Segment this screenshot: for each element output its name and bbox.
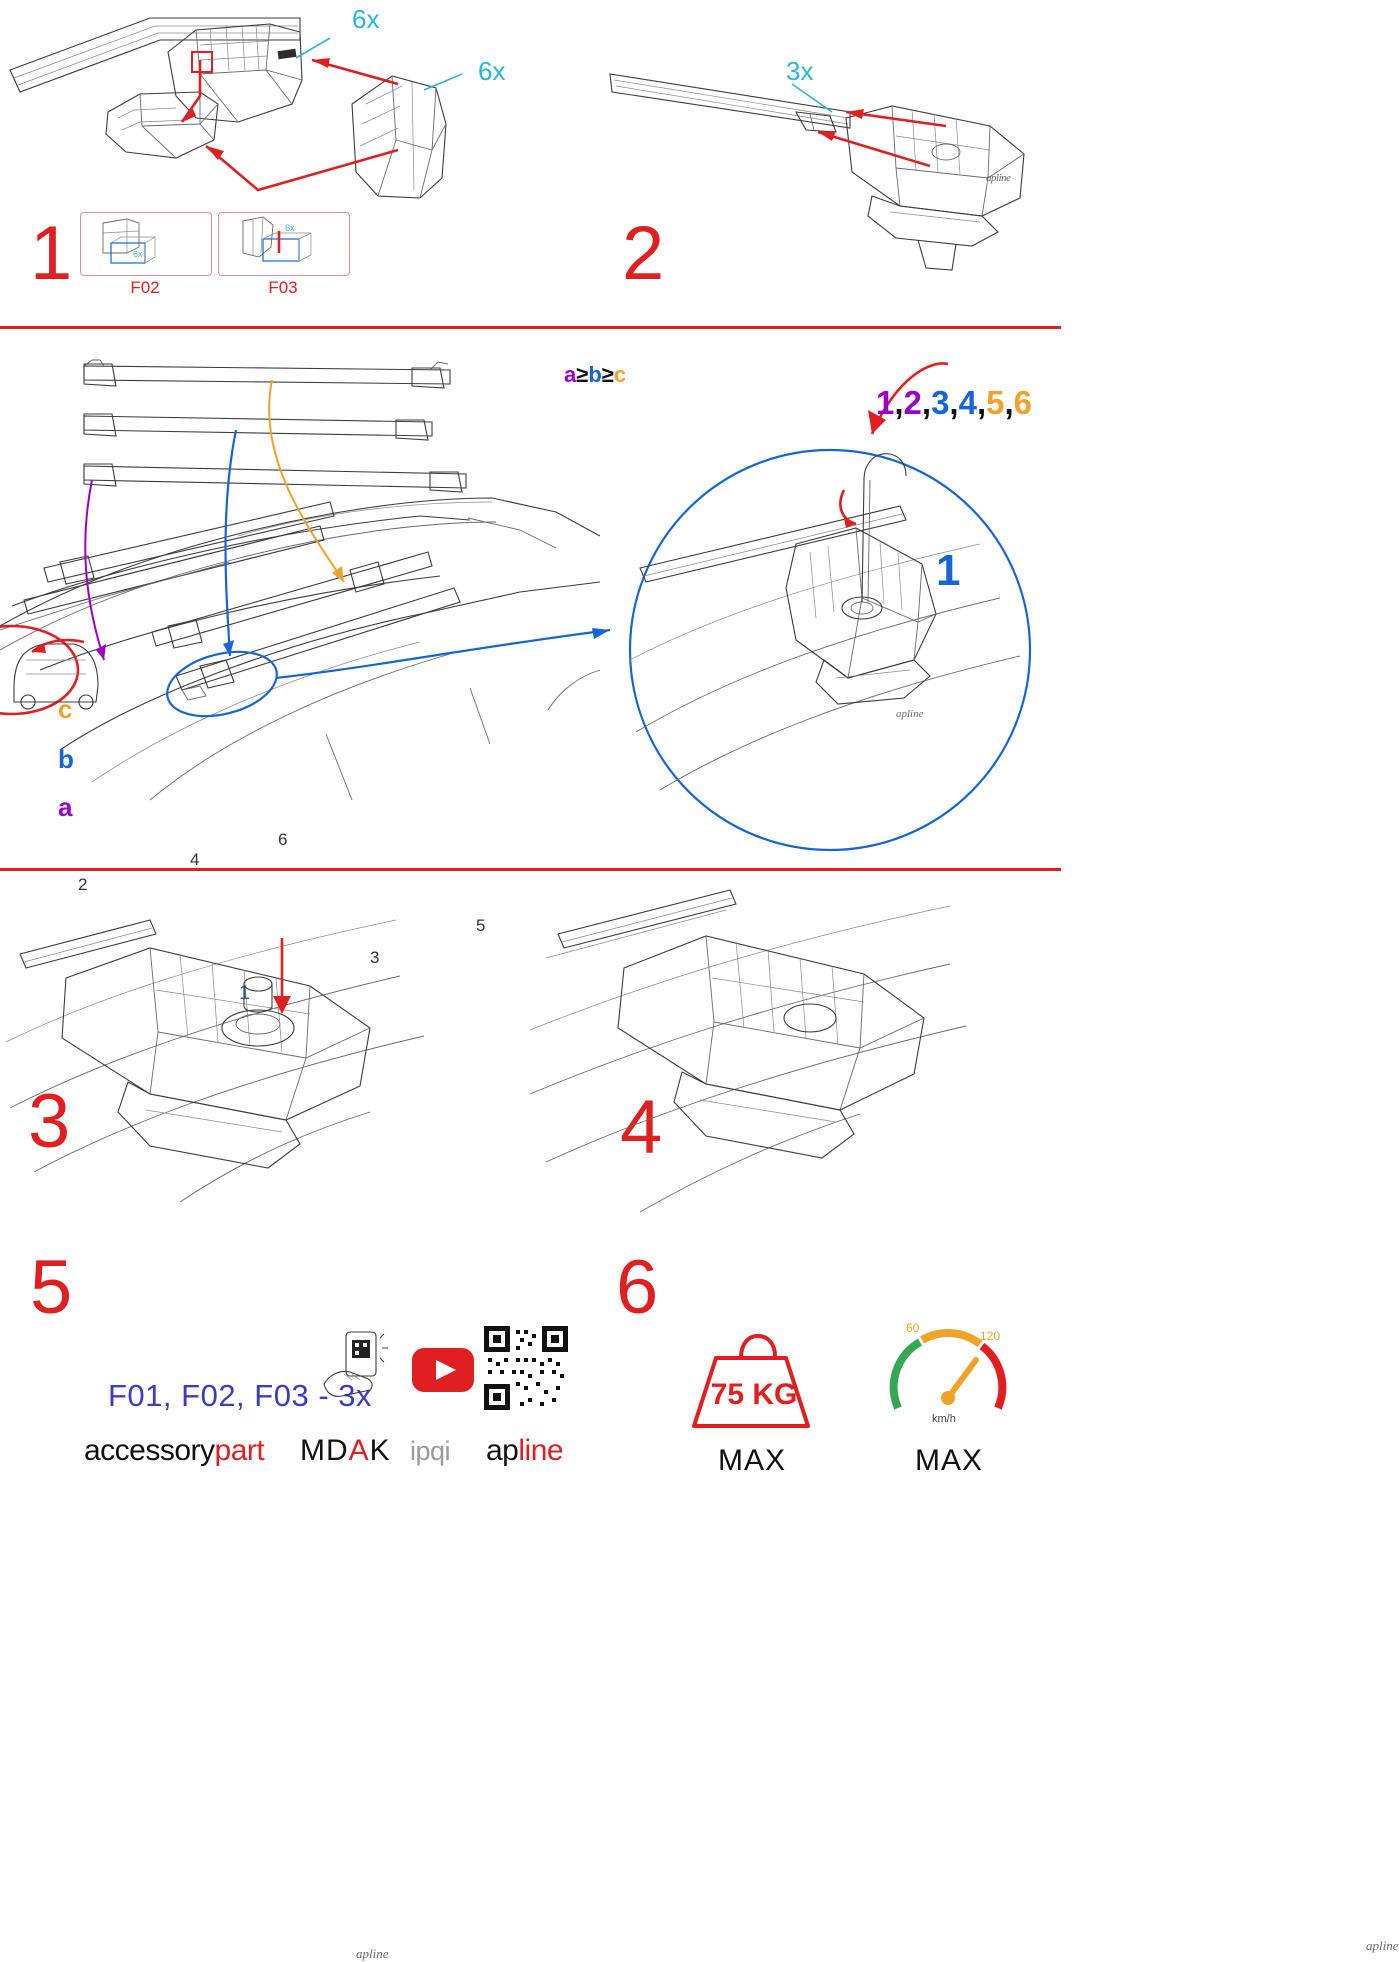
callout-2: 2	[78, 875, 88, 894]
brand-ipqi: ipqi	[410, 1436, 451, 1466]
bar-label-b: b	[58, 744, 74, 774]
part-box-f03	[218, 212, 350, 276]
step4-sequence: 1,2,3,4,5,6	[876, 384, 1033, 421]
weight-limit-icon	[686, 1322, 816, 1432]
speed-limit-gauge-icon	[884, 1312, 1014, 1432]
step1-qty-right: 6x	[478, 56, 506, 86]
callout-4: 4	[190, 850, 200, 869]
svg-text:120: 120	[980, 1329, 1001, 1343]
step-2-drawing	[600, 0, 1061, 326]
svg-text:km/h: km/h	[932, 1413, 956, 1425]
callout-3: 3	[370, 948, 380, 967]
apline-logo-step4: apline	[896, 708, 924, 720]
part-box-f02	[80, 212, 212, 276]
inequality-note: a≥b≥c	[564, 362, 627, 387]
step-6-number: 6	[616, 1245, 657, 1330]
svg-text:6x: 6x	[133, 249, 143, 259]
callout-5: 5	[476, 916, 486, 935]
divider-middle	[0, 868, 1061, 871]
step-3-panel	[0, 330, 600, 1164]
part-code-f02: F02	[130, 278, 160, 297]
weight-limit-value: 75 KG	[710, 1378, 798, 1411]
apline-logo-step2: apline	[986, 172, 1011, 184]
brand-mdak: MDAK	[300, 1434, 391, 1467]
qr-code-icon	[484, 1326, 568, 1410]
step4-turn-callout: 1	[936, 546, 961, 595]
divider-top	[0, 326, 1061, 329]
youtube-icon[interactable]	[412, 1348, 474, 1392]
step-3-drawing	[0, 330, 600, 868]
bar-label-a: a	[58, 792, 73, 822]
step-2-number: 2	[622, 211, 663, 296]
svg-text:6x: 6x	[285, 223, 295, 233]
speed-limit-max-label: MAX	[914, 1444, 983, 1477]
apline-logo-step5: apline	[356, 1946, 389, 1961]
phone-scan-icon	[322, 1330, 392, 1400]
step-2-panel	[600, 0, 1061, 326]
weight-limit-max-label: MAX	[717, 1444, 786, 1477]
step-1-number: 1	[30, 211, 71, 296]
step-1-panel	[0, 0, 600, 326]
step2-qty: 3x	[786, 56, 814, 86]
callout-6: 6	[278, 830, 288, 849]
step-6-drawing	[530, 872, 1061, 1262]
svg-text:60: 60	[906, 1321, 920, 1335]
footer-parts-note: F01, F02, F03 - 3x	[108, 1378, 372, 1413]
callout-1-circled: 1	[239, 982, 251, 1004]
step-4-number: 4	[620, 1085, 661, 1170]
step-3-number: 3	[28, 1079, 69, 1164]
brand-apline: apline	[486, 1434, 564, 1467]
step-5-drawing	[0, 872, 530, 1262]
part-code-f03: F03	[268, 278, 298, 297]
step1-qty-top: 6x	[352, 4, 380, 34]
brand-accessorypart: accessorypart	[84, 1434, 265, 1467]
step-5-number: 5	[30, 1245, 71, 1330]
bar-label-c: c	[58, 694, 73, 724]
apline-logo-step6: apline	[1366, 1938, 1399, 1953]
step-4-panel	[600, 330, 1061, 1170]
